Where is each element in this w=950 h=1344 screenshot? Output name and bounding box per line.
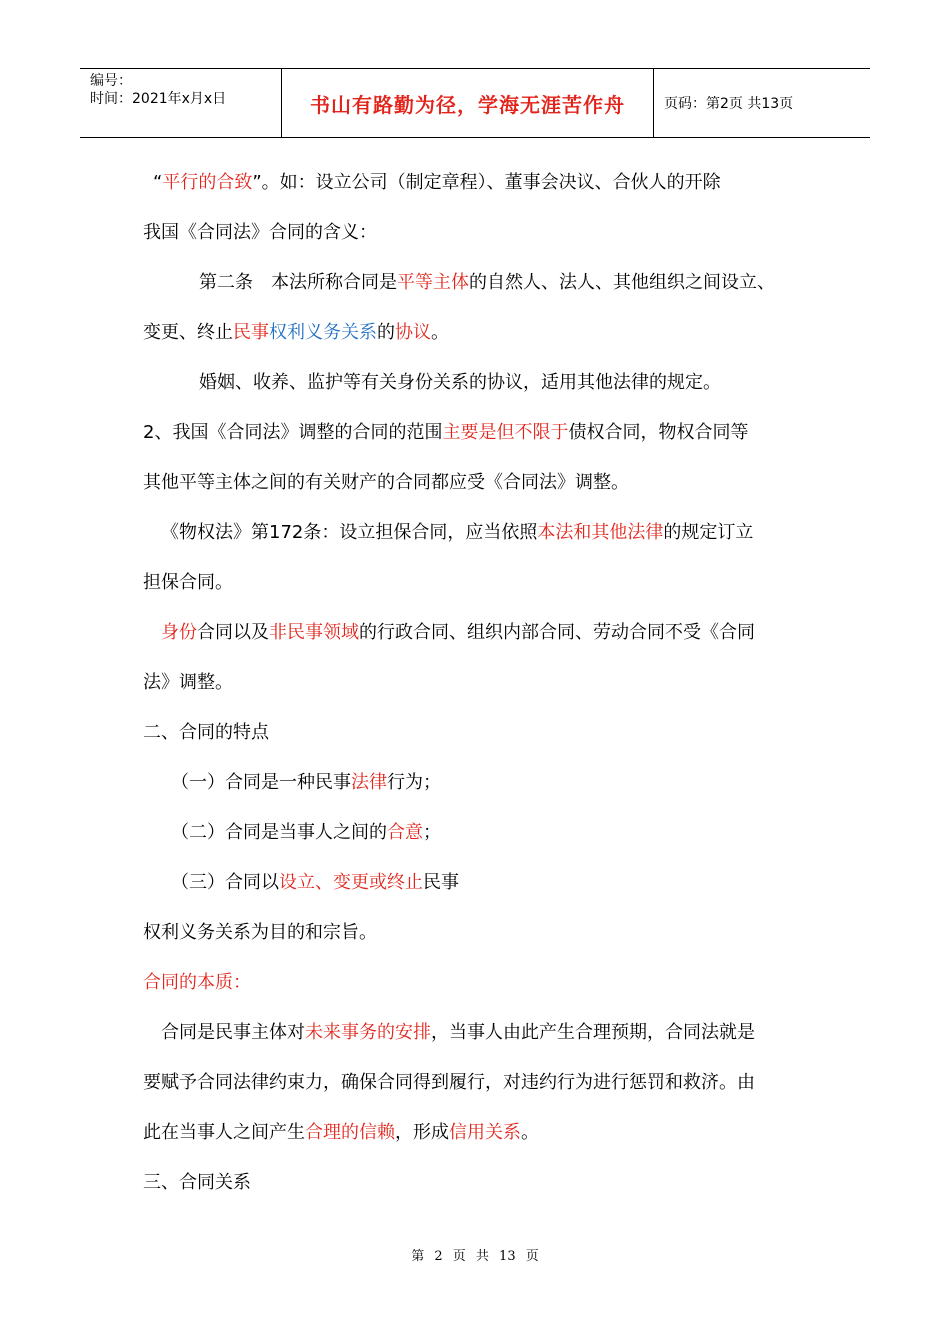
time-label: 时间：2021年x月x日 — [90, 91, 227, 107]
highlight-span: 民事 — [233, 322, 269, 343]
text-line-16: 权利义务关系为目的和宗旨。 — [143, 922, 377, 943]
text-span: （一）合同是一种民事 — [171, 772, 351, 793]
highlight-span: 非民事领域 — [269, 622, 359, 643]
highlight-span: 平等主体 — [397, 272, 469, 293]
highlight-span: 平行的合致 — [162, 172, 253, 193]
text-span: 此在当事人之间产生 — [143, 1122, 305, 1143]
text-span: 《物权法》第172条：设立担保合同，应当依照 — [161, 522, 538, 543]
text-line-7: 其他平等主体之间的有关财产的合同都应受《合同法》调整。 — [143, 472, 629, 493]
motto-text: 书山有路勤为径，学海无涯苦作舟 — [310, 92, 625, 117]
text-line-2: 我国《合同法》合同的含义： — [143, 222, 377, 243]
highlight-span: 未来事务的安排 — [305, 1022, 431, 1043]
text-line-4 — [143, 308, 813, 358]
highlight-span: 本法和其他法律 — [537, 522, 664, 543]
highlight-span: 主要是但不限于 — [442, 422, 569, 443]
text-span: 行为； — [387, 772, 441, 793]
text-span: ，当事人由此产生合理预期，合同法就是 — [431, 1022, 755, 1043]
highlight-span: 设立、变更或终止 — [279, 872, 423, 893]
text-span: “ — [153, 172, 163, 193]
text-line-15 — [143, 858, 813, 908]
text-line-11: 法》调整。 — [143, 672, 233, 693]
text-line-13 — [143, 758, 813, 808]
page-footer: 第 2 页 共 13 页 — [411, 1249, 539, 1264]
text-span: 的自然人、法人、其他组织之间设立、 — [469, 272, 775, 293]
text-span: （二）合同是当事人之间的 — [171, 822, 387, 843]
text-line-5 — [143, 358, 813, 408]
text-span: 合同是民事主体对 — [161, 1022, 305, 1043]
text-line-8 — [143, 508, 813, 558]
section-heading-2: 二、合同的特点 — [143, 722, 269, 743]
text-line-18 — [143, 1008, 813, 1058]
highlight-span: 合意 — [387, 822, 423, 843]
text-span: 变更、终止 — [143, 322, 233, 343]
text-span: 民事 — [423, 872, 459, 893]
text-line-19: 要赋予合同法律约束力，确保合同得到履行，对违约行为进行惩罚和救济。由 — [143, 1072, 755, 1093]
page-header — [80, 68, 870, 138]
highlight-span: 身份 — [161, 622, 197, 643]
text-line-3 — [143, 258, 813, 308]
highlight-span: 合理的信赖 — [305, 1122, 395, 1143]
text-span: 第二条 本法所称合同是 — [199, 272, 397, 293]
document-body — [143, 158, 813, 1208]
highlight-span: 信用关系 — [449, 1122, 521, 1143]
text-span: 。 — [521, 1122, 539, 1143]
text-span: 债权合同，物权合同等 — [568, 422, 749, 443]
essence-heading: 合同的本质： — [143, 972, 251, 993]
text-span: 的行政合同、组织内部合同、劳动合同不受《合同 — [359, 622, 755, 643]
text-line-9: 担保合同。 — [143, 572, 233, 593]
text-line-1 — [143, 158, 813, 208]
header-motto-cell — [282, 69, 654, 137]
text-span: 婚姻、收养、监护等有关身份关系的协议，适用其他法律的规定。 — [199, 372, 721, 393]
text-span: 。 — [431, 322, 449, 343]
text-span: 合同以及 — [197, 622, 269, 643]
header-meta-cell — [80, 69, 282, 137]
highlight-span: 协议 — [395, 322, 431, 343]
page-info: 页码：第2页 共13页 — [664, 96, 794, 112]
text-span: 2、我国《合同法》调整的合同的范围 — [143, 422, 443, 443]
header-page-cell — [654, 69, 870, 137]
text-span: ，形成 — [395, 1122, 449, 1143]
text-span: 的规定订立 — [663, 522, 754, 543]
text-line-14 — [143, 808, 813, 858]
highlight-span-blue: 权利义务关系 — [269, 322, 377, 343]
section-heading-3: 三、合同关系 — [143, 1172, 251, 1193]
number-label: 编号： — [90, 73, 132, 89]
text-line-10 — [143, 608, 813, 658]
highlight-span: 法律 — [351, 772, 387, 793]
text-span: ”。如：设立公司（制定章程）、董事会决议、合伙人的开除 — [252, 172, 721, 193]
text-line-6 — [143, 408, 813, 458]
text-span: （三）合同以 — [171, 872, 279, 893]
text-span: ； — [423, 822, 441, 843]
text-span: 的 — [377, 322, 395, 343]
text-line-20 — [143, 1108, 813, 1158]
